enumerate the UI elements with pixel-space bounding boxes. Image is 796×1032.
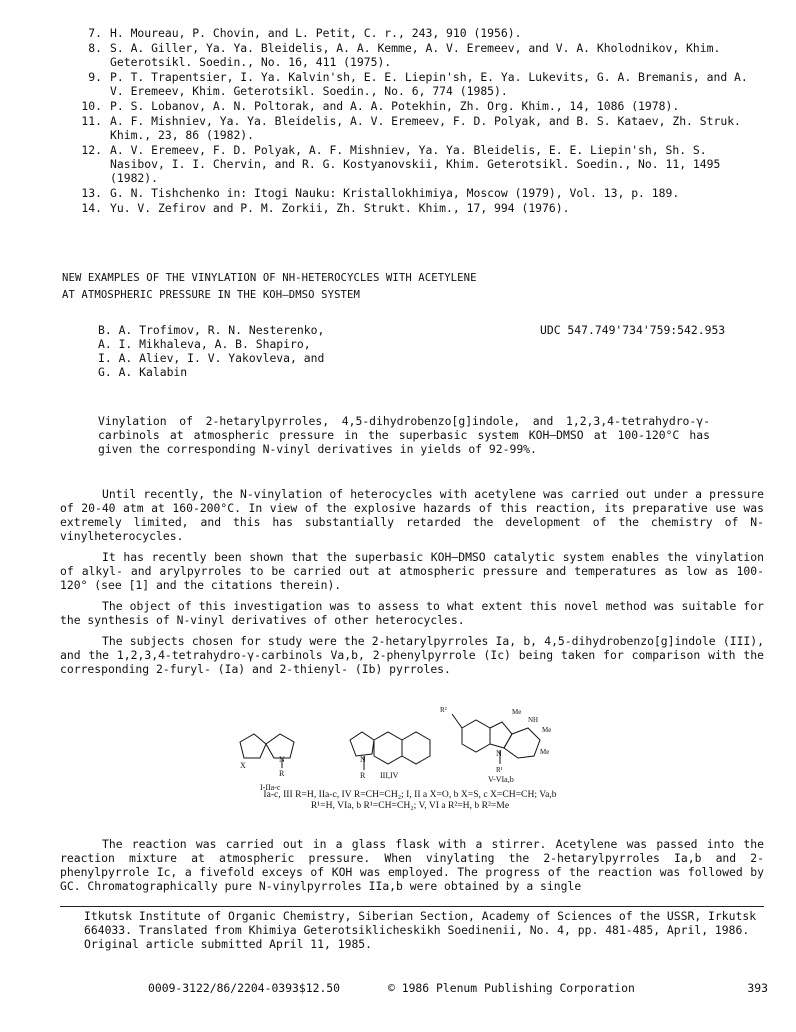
reference-text: A. F. Mishniev, Ya. Ya. Bleidelis, A. V. Eremeev, F. D. Polyak, and B. S. Kataev, Zh. Struk. Khim., 23, 86 (1982). xyxy=(110,114,741,142)
body-paragraph: The reaction was carried out in a glass flask with a stirrer. Acetylene was passed into the reaction mixture at atmospheric pressure. When vinylating the 2-hetarylpyrroles Ia,b and 2-phenylpyrrole Ic, a fivefold exceys of KOH was employed. The progress of the reaction was followed by GC. Chromatographically pure N-vinylpyrroles IIa,b were obtained by a single xyxy=(60,837,764,893)
reference-number: 10. xyxy=(81,99,102,113)
abstract: Vinylation of 2-hetarylpyrroles, 4,5-dihydrobenzo[g]indole, and 1,2,3,4-tetrahydro-γ-carbinols at atmospheric pressure in the superbasic system KOH—DMSO at 100-120°C has given the corresponding N-vinyl derivatives in yields of 92-99%. xyxy=(98,414,710,456)
figure-legend-line-2: R¹=H, VIa, b R¹=CH=CH₂; V, VI a R²=H, b R²=Me xyxy=(310,800,510,811)
author-list xyxy=(98,323,428,379)
page-footer xyxy=(148,981,768,995)
figure-legend-line-1: Ia-c, III R=H, IIa-c, IV R=CH=CH₂; I, II a X=O, b X=S, c X=CH=CH; Va,b xyxy=(263,789,557,800)
figure-legend xyxy=(180,789,640,811)
structure-label-1: I-IIa-c xyxy=(260,783,281,792)
label-r1: R¹ xyxy=(496,766,503,774)
copyright-notice: © 1986 Plenum Publishing Corporation xyxy=(388,981,635,995)
article-title xyxy=(62,270,722,304)
structure-label-3: V-VIa,b xyxy=(488,775,514,784)
label-r2: R² xyxy=(440,706,447,714)
structure-label-2: III,IV xyxy=(380,771,399,780)
structure-tetrahydro-carbinol xyxy=(440,706,551,784)
reference-text: H. Moureau, P. Chovin, and L. Petit, C. r., 243, 910 (1956). xyxy=(110,26,522,40)
body-paragraph: The object of this investigation was to assess to what extent this novel method was suitable for the synthesis of N-vinyl derivatives of other heterocycles. xyxy=(60,599,764,627)
reference-number: 14. xyxy=(81,201,102,215)
reference-number: 8. xyxy=(88,41,102,55)
label-n: N xyxy=(279,755,285,764)
reference-item xyxy=(66,201,766,215)
label-x: X xyxy=(240,761,246,770)
reference-item xyxy=(66,114,766,142)
author-line: A. I. Mikhaleva, A. B. Shapiro, xyxy=(98,337,311,351)
reference-text: S. A. Giller, Ya. Ya. Bleidelis, A. A. Kemme, A. V. Eremeev, and V. A. Kholodnikov, Khim. Geterotsikl. Soedin., No. 16, 411 (1975). xyxy=(110,41,721,69)
reference-text: P. T. Trapentsier, I. Ya. Kalvin'sh, E. E. Liepin'sh, E. Ya. Lukevits, G. A. Bremanis, and A. V. Eremeev, Khim. Geterotsikl. Soedin., No. 6, 774 (1985). xyxy=(110,70,748,98)
author-line: G. A. Kalabin xyxy=(98,365,188,379)
reference-item xyxy=(66,26,766,40)
reference-item xyxy=(66,41,766,69)
author-line: I. A. Aliev, I. V. Yakovleva, and xyxy=(98,351,325,365)
reference-number: 7. xyxy=(88,26,102,40)
page-number: 393 xyxy=(747,981,768,995)
reference-text: Yu. V. Zefirov and P. M. Zorkii, Zh. Strukt. Khim., 17, 994 (1976). xyxy=(110,201,570,215)
reference-number: 13. xyxy=(81,186,102,200)
structure-hetarylpyrrole xyxy=(240,734,294,792)
reference-number: 11. xyxy=(81,114,102,128)
reference-item xyxy=(66,143,766,185)
label-me: Me xyxy=(540,748,550,756)
reference-number: 9. xyxy=(88,70,102,84)
body-paragraph: The subjects chosen for study were the 2-hetarylpyrroles Ia, b, 4,5-dihydrobenzo[g]indole (III), and the 1,2,3,4-tetrahydro-γ-carbinols Va,b, 2-phenylpyrrole (Ic) being taken for comparison with the corresponding 2-furyl- (Ia) and 2-thienyl- (Ib) pyrroles. xyxy=(60,634,764,676)
reference-text: G. N. Tishchenko in: Itogi Nauku: Kristallokhimiya, Moscow (1979), Vol. 13, p. 189. xyxy=(110,186,680,200)
reference-number: 12. xyxy=(81,143,102,157)
footnote-divider xyxy=(60,906,764,907)
article-title-line-1: NEW EXAMPLES OF THE VINYLATION OF NH-HETEROCYCLES WITH ACETYLENE xyxy=(62,272,477,284)
label-n: N xyxy=(360,755,366,764)
label-nh: NH xyxy=(528,716,539,724)
journal-code: 0009-3122/86/2204-0393$12.50 xyxy=(148,981,341,995)
label-r: R xyxy=(360,771,366,780)
body-paragraph: Until recently, the N-vinylation of heterocycles with acetylene was carried out under a pressure of 20-40 atm at 160-200°C. In view of the explosive hazards of this reaction, its preparative use was extremely limited, and this has substantially retarded the development of the chemistry of N-vinylheterocycles. xyxy=(60,487,764,543)
article-body xyxy=(60,487,764,683)
label-r: R xyxy=(279,769,285,778)
reference-item xyxy=(66,186,766,200)
udc-code: UDC 547.749'734'759:542.953 xyxy=(540,323,726,337)
reference-item xyxy=(66,99,766,113)
reference-text: A. V. Eremeev, F. D. Polyak, A. F. Mishniev, Ya. Ya. Bleidelis, E. E. Liepin'sh, Sh. S. Nasibov, I. I. Chervin, and R. G. Kostyanovskii, Khim. Geterotsikl. Soedin., No. 11, 1495 (1982). xyxy=(110,143,721,185)
label-me: Me xyxy=(542,726,552,734)
affiliation-footnote: Itkutsk Institute of Organic Chemistry, Siberian Section, Academy of Sciences of the USSR, Irkutsk 664033. Translated from Khimiya Geterotsiklicheskikh Soedinenii, No. 4, pp. 481-485, April, 1986. Original article submitted April 11, 1985. xyxy=(84,909,757,951)
reference-item xyxy=(66,70,766,98)
body-paragraph: It has recently been shown that the superbasic KOH—DMSO catalytic system enables the vinylation of alkyl- and arylpyrroles to be carried out at atmospheric pressure and temperatures as low as 100-120° (see [1] and the citations therein). xyxy=(60,550,764,592)
article-title-line-2: AT ATMOSPHERIC PRESSURE IN THE KOH—DMSO SYSTEM xyxy=(62,289,360,301)
author-line: B. A. Trofimov, R. N. Nesterenko, xyxy=(98,323,325,337)
label-me: Me xyxy=(512,708,522,716)
label-n: N xyxy=(496,749,502,758)
reference-text: P. S. Lobanov, A. N. Poltorak, and A. A. Potekhin, Zh. Org. Khim., 14, 1086 (1978). xyxy=(110,99,680,113)
structure-dihydrobenzoindole xyxy=(350,732,430,780)
article-body-continued xyxy=(60,837,764,900)
reference-list xyxy=(66,26,766,216)
